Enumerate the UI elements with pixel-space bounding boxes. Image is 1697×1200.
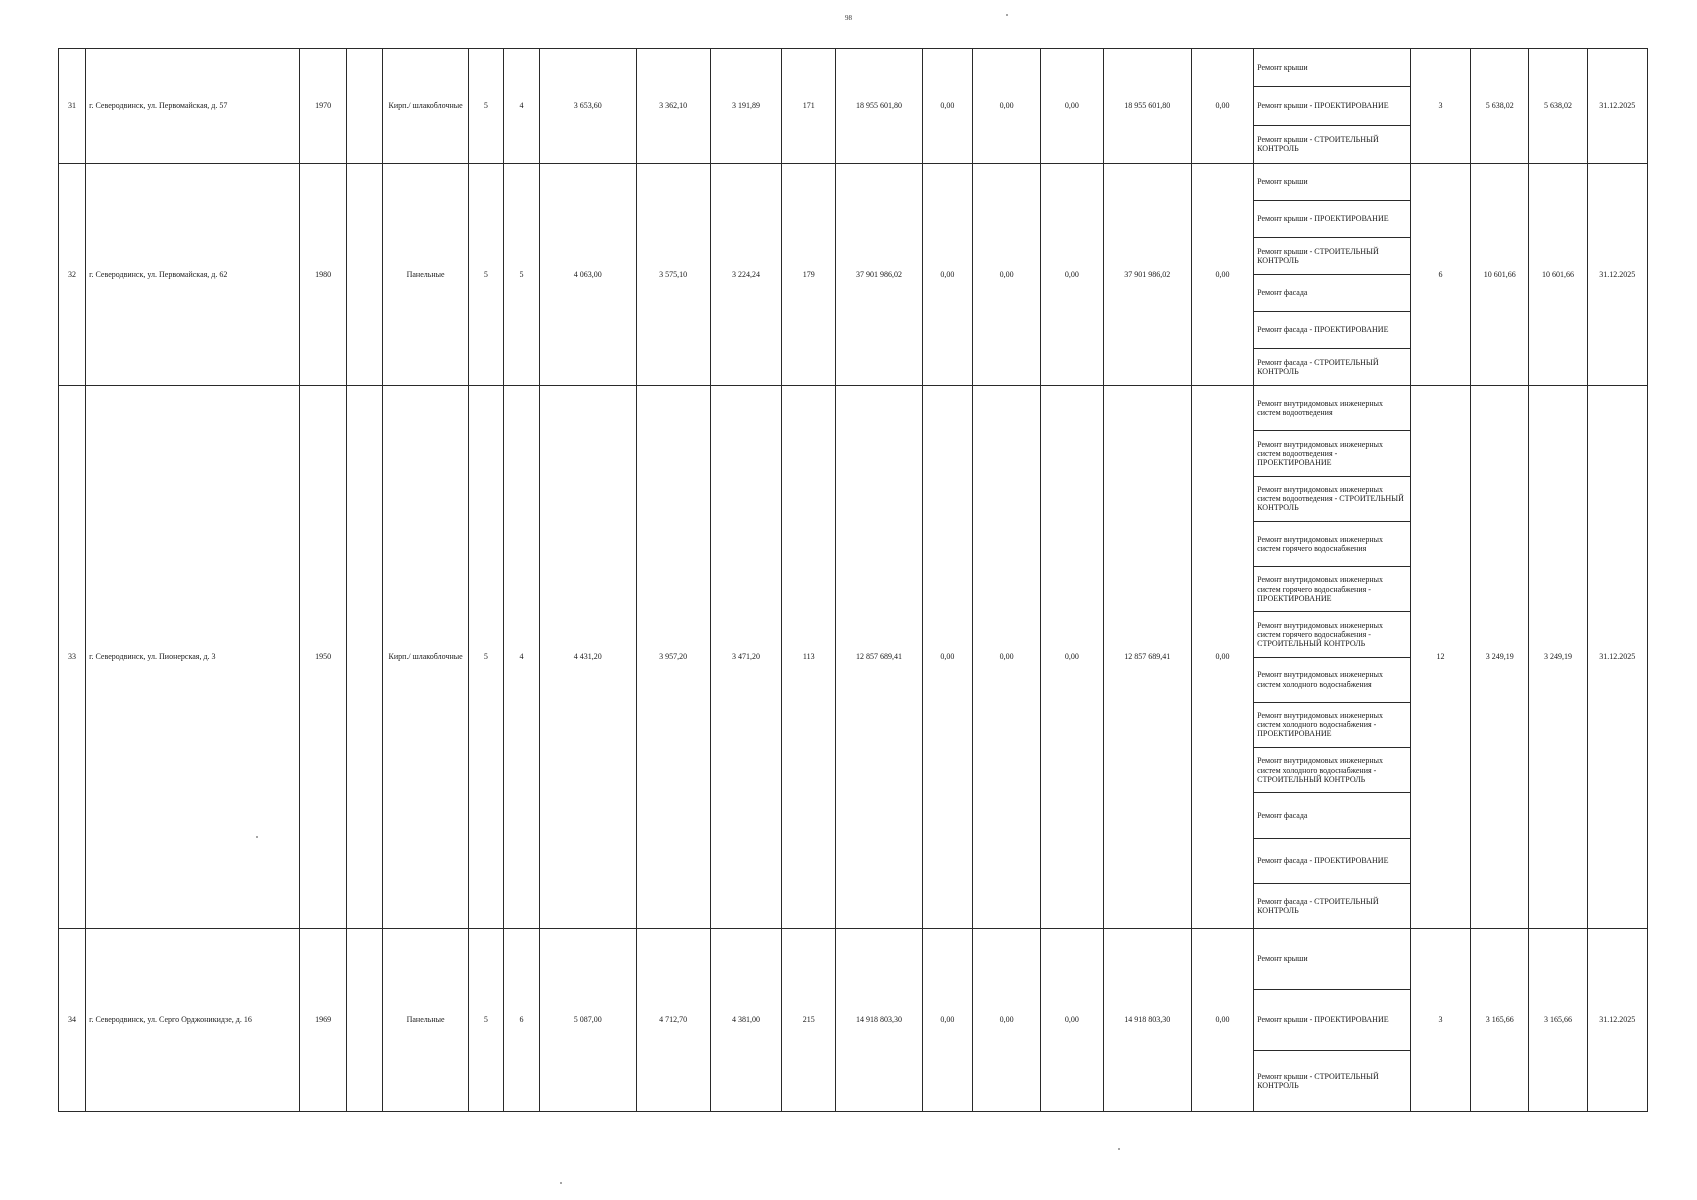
works-cell [1254,386,1411,929]
cell-cost-total: 18 955 601,80 [836,49,922,164]
cell-deadline: 31.12.2025 [1587,164,1647,386]
cell-residents: 215 [782,929,836,1112]
work-item: Ремонт крыши [1254,929,1410,990]
cell-residents: 113 [782,386,836,929]
cell-num: 34 [59,929,86,1112]
cell-total-area: 4 063,00 [540,164,636,386]
cell-residents: 179 [782,164,836,386]
registry-body [59,49,1648,1112]
cell-empty1 [347,386,383,929]
cell-num: 33 [59,386,86,929]
cell-year: 1969 [300,929,347,1112]
works-list [1254,929,1410,1111]
cell-area-living: 3 362,10 [636,49,710,164]
cell-wall: Панельные [383,929,468,1112]
work-item: Ремонт внутридомовых инженерных систем холодного водоснабжения - ПРОЕКТИРОВАНИЕ [1254,703,1410,748]
cell-wall: Кирп./ шлакоблочные [383,49,468,164]
work-item: Ремонт внутридомовых инженерных систем горячего водоснабжения - ПРОЕКТИРОВАНИЕ [1254,567,1410,612]
page-number: 98 [845,14,852,22]
work-item: Ремонт фасада [1254,793,1410,838]
cell-entrances: 6 [503,929,539,1112]
cell-area-living: 3 957,20 [636,386,710,929]
works-cell [1254,49,1411,164]
cell-floors: 5 [468,386,503,929]
cell-floors: 5 [468,49,503,164]
cell-owners-funds: 14 918 803,30 [1103,929,1191,1112]
cell-fund-1: 0,00 [922,386,972,929]
cell-area-residents: 3 471,20 [710,386,781,929]
cell-owners-funds: 12 857 689,41 [1103,386,1191,929]
cell-max-unit-cost: 3 249,19 [1529,386,1587,929]
work-item: Ремонт крыши [1254,49,1410,87]
cell-fund-2: 0,00 [972,929,1040,1112]
cell-fund-3: 0,00 [1041,929,1103,1112]
works-list [1254,164,1410,385]
cell-total-area: 3 653,60 [540,49,636,164]
table-row [59,386,1648,929]
cell-cost-total: 37 901 986,02 [836,164,922,386]
cell-works-count: 6 [1410,164,1470,386]
cell-entrances: 4 [503,386,539,929]
cell-num: 31 [59,49,86,164]
work-item: Ремонт фасада [1254,275,1410,312]
cell-wall: Кирп./ шлакоблочные [383,386,468,929]
cell-fund-1: 0,00 [922,164,972,386]
cell-works-count: 3 [1410,929,1470,1112]
cell-fund-2: 0,00 [972,49,1040,164]
cell-wall: Панельные [383,164,468,386]
cell-address: г. Северодвинск, ул. Первомайская, д. 62 [86,164,300,386]
cell-fund-3: 0,00 [1041,386,1103,929]
cell-floors: 5 [468,929,503,1112]
cell-fund-3: 0,00 [1041,49,1103,164]
work-item: Ремонт крыши - ПРОЕКТИРОВАНИЕ [1254,990,1410,1051]
scan-speck [560,1182,562,1184]
work-item: Ремонт крыши - СТРОИТЕЛЬНЫЙ КОНТРОЛЬ [1254,238,1410,275]
cell-entrances: 5 [503,164,539,386]
cell-area-living: 3 575,10 [636,164,710,386]
cell-year: 1950 [300,386,347,929]
cell-empty1 [347,929,383,1112]
cell-fund-2: 0,00 [972,164,1040,386]
table-row [59,929,1648,1112]
cell-other: 0,00 [1191,49,1253,164]
work-item: Ремонт внутридомовых инженерных систем водоотведения - СТРОИТЕЛЬНЫЙ КОНТРОЛЬ [1254,477,1410,522]
cell-owners-funds: 18 955 601,80 [1103,49,1191,164]
table-row [59,164,1648,386]
work-item: Ремонт фасада - ПРОЕКТИРОВАНИЕ [1254,839,1410,884]
cell-address: г. Северодвинск, ул. Пионерская, д. 3 [86,386,300,929]
registry-table [58,48,1648,1112]
cell-area-residents: 3 224,24 [710,164,781,386]
work-item: Ремонт фасада - СТРОИТЕЛЬНЫЙ КОНТРОЛЬ [1257,896,1379,915]
cell-other: 0,00 [1191,929,1253,1112]
cell-max-unit-cost: 3 165,66 [1529,929,1587,1112]
cell-owners-funds: 37 901 986,02 [1103,164,1191,386]
works-cell [1254,164,1411,386]
cell-residents: 171 [782,49,836,164]
work-item: Ремонт крыши - ПРОЕКТИРОВАНИЕ [1254,87,1410,125]
cell-floors: 5 [468,164,503,386]
scan-speck [1118,1148,1120,1150]
cell-entrances: 4 [503,49,539,164]
cell-address: г. Северодвинск, ул. Серго Орджоникидзе, д. 16 [86,929,300,1112]
cell-other: 0,00 [1191,386,1253,929]
cell-address: г. Северодвинск, ул. Первомайская, д. 57 [86,49,300,164]
table-row [59,49,1648,164]
cell-fund-3: 0,00 [1041,164,1103,386]
cell-works-count: 12 [1410,386,1470,929]
cell-fund-2: 0,00 [972,386,1040,929]
cell-unit-cost: 3 249,19 [1471,386,1529,929]
cell-max-unit-cost: 5 638,02 [1529,49,1587,164]
cell-other: 0,00 [1191,164,1253,386]
cell-cost-total: 14 918 803,30 [836,929,922,1112]
cell-deadline: 31.12.2025 [1587,49,1647,164]
work-item: Ремонт фасада - СТРОИТЕЛЬНЫЙ КОНТРОЛЬ [1257,357,1379,376]
cell-empty1 [347,164,383,386]
work-item: Ремонт крыши [1254,164,1410,201]
work-item: Ремонт фасада - ПРОЕКТИРОВАНИЕ [1254,312,1410,349]
work-item: Ремонт внутридомовых инженерных систем горячего водоснабжения - СТРОИТЕЛЬНЫЙ КОНТРОЛЬ [1254,612,1410,657]
cell-fund-1: 0,00 [922,929,972,1112]
work-item: Ремонт крыши - СТРОИТЕЛЬНЫЙ КОНТРОЛЬ [1257,1071,1379,1090]
cell-fund-1: 0,00 [922,49,972,164]
cell-empty1 [347,49,383,164]
cell-total-area: 4 431,20 [540,386,636,929]
cell-max-unit-cost: 10 601,66 [1529,164,1587,386]
work-item: Ремонт внутридомовых инженерных систем водоотведения [1254,386,1410,431]
work-item: Ремонт внутридомовых инженерных систем холодного водоснабжения [1254,658,1410,703]
cell-num: 32 [59,164,86,386]
works-list [1254,49,1410,163]
cell-total-area: 5 087,00 [540,929,636,1112]
cell-unit-cost: 10 601,66 [1471,164,1529,386]
work-item: Ремонт крыши - СТРОИТЕЛЬНЫЙ КОНТРОЛЬ [1257,135,1379,154]
works-cell [1254,929,1411,1112]
cell-area-living: 4 712,70 [636,929,710,1112]
cell-unit-cost: 5 638,02 [1471,49,1529,164]
cell-year: 1970 [300,49,347,164]
cell-works-count: 3 [1410,49,1470,164]
work-item: Ремонт внутридомовых инженерных систем горячего водоснабжения [1254,522,1410,567]
cell-area-residents: 3 191,89 [710,49,781,164]
work-item: Ремонт внутридомовых инженерных систем водоотведения - ПРОЕКТИРОВАНИЕ [1254,431,1410,476]
cell-cost-total: 12 857 689,41 [836,386,922,929]
work-item: Ремонт крыши - ПРОЕКТИРОВАНИЕ [1254,201,1410,238]
cell-unit-cost: 3 165,66 [1471,929,1529,1112]
works-list [1254,386,1410,928]
scan-speck [1006,14,1008,16]
cell-deadline: 31.12.2025 [1587,929,1647,1112]
cell-year: 1980 [300,164,347,386]
cell-area-residents: 4 381,00 [710,929,781,1112]
work-item: Ремонт внутридомовых инженерных систем холодного водоснабжения - СТРОИТЕЛЬНЫЙ КОНТРОЛЬ [1254,748,1410,793]
cell-deadline: 31.12.2025 [1587,386,1647,929]
